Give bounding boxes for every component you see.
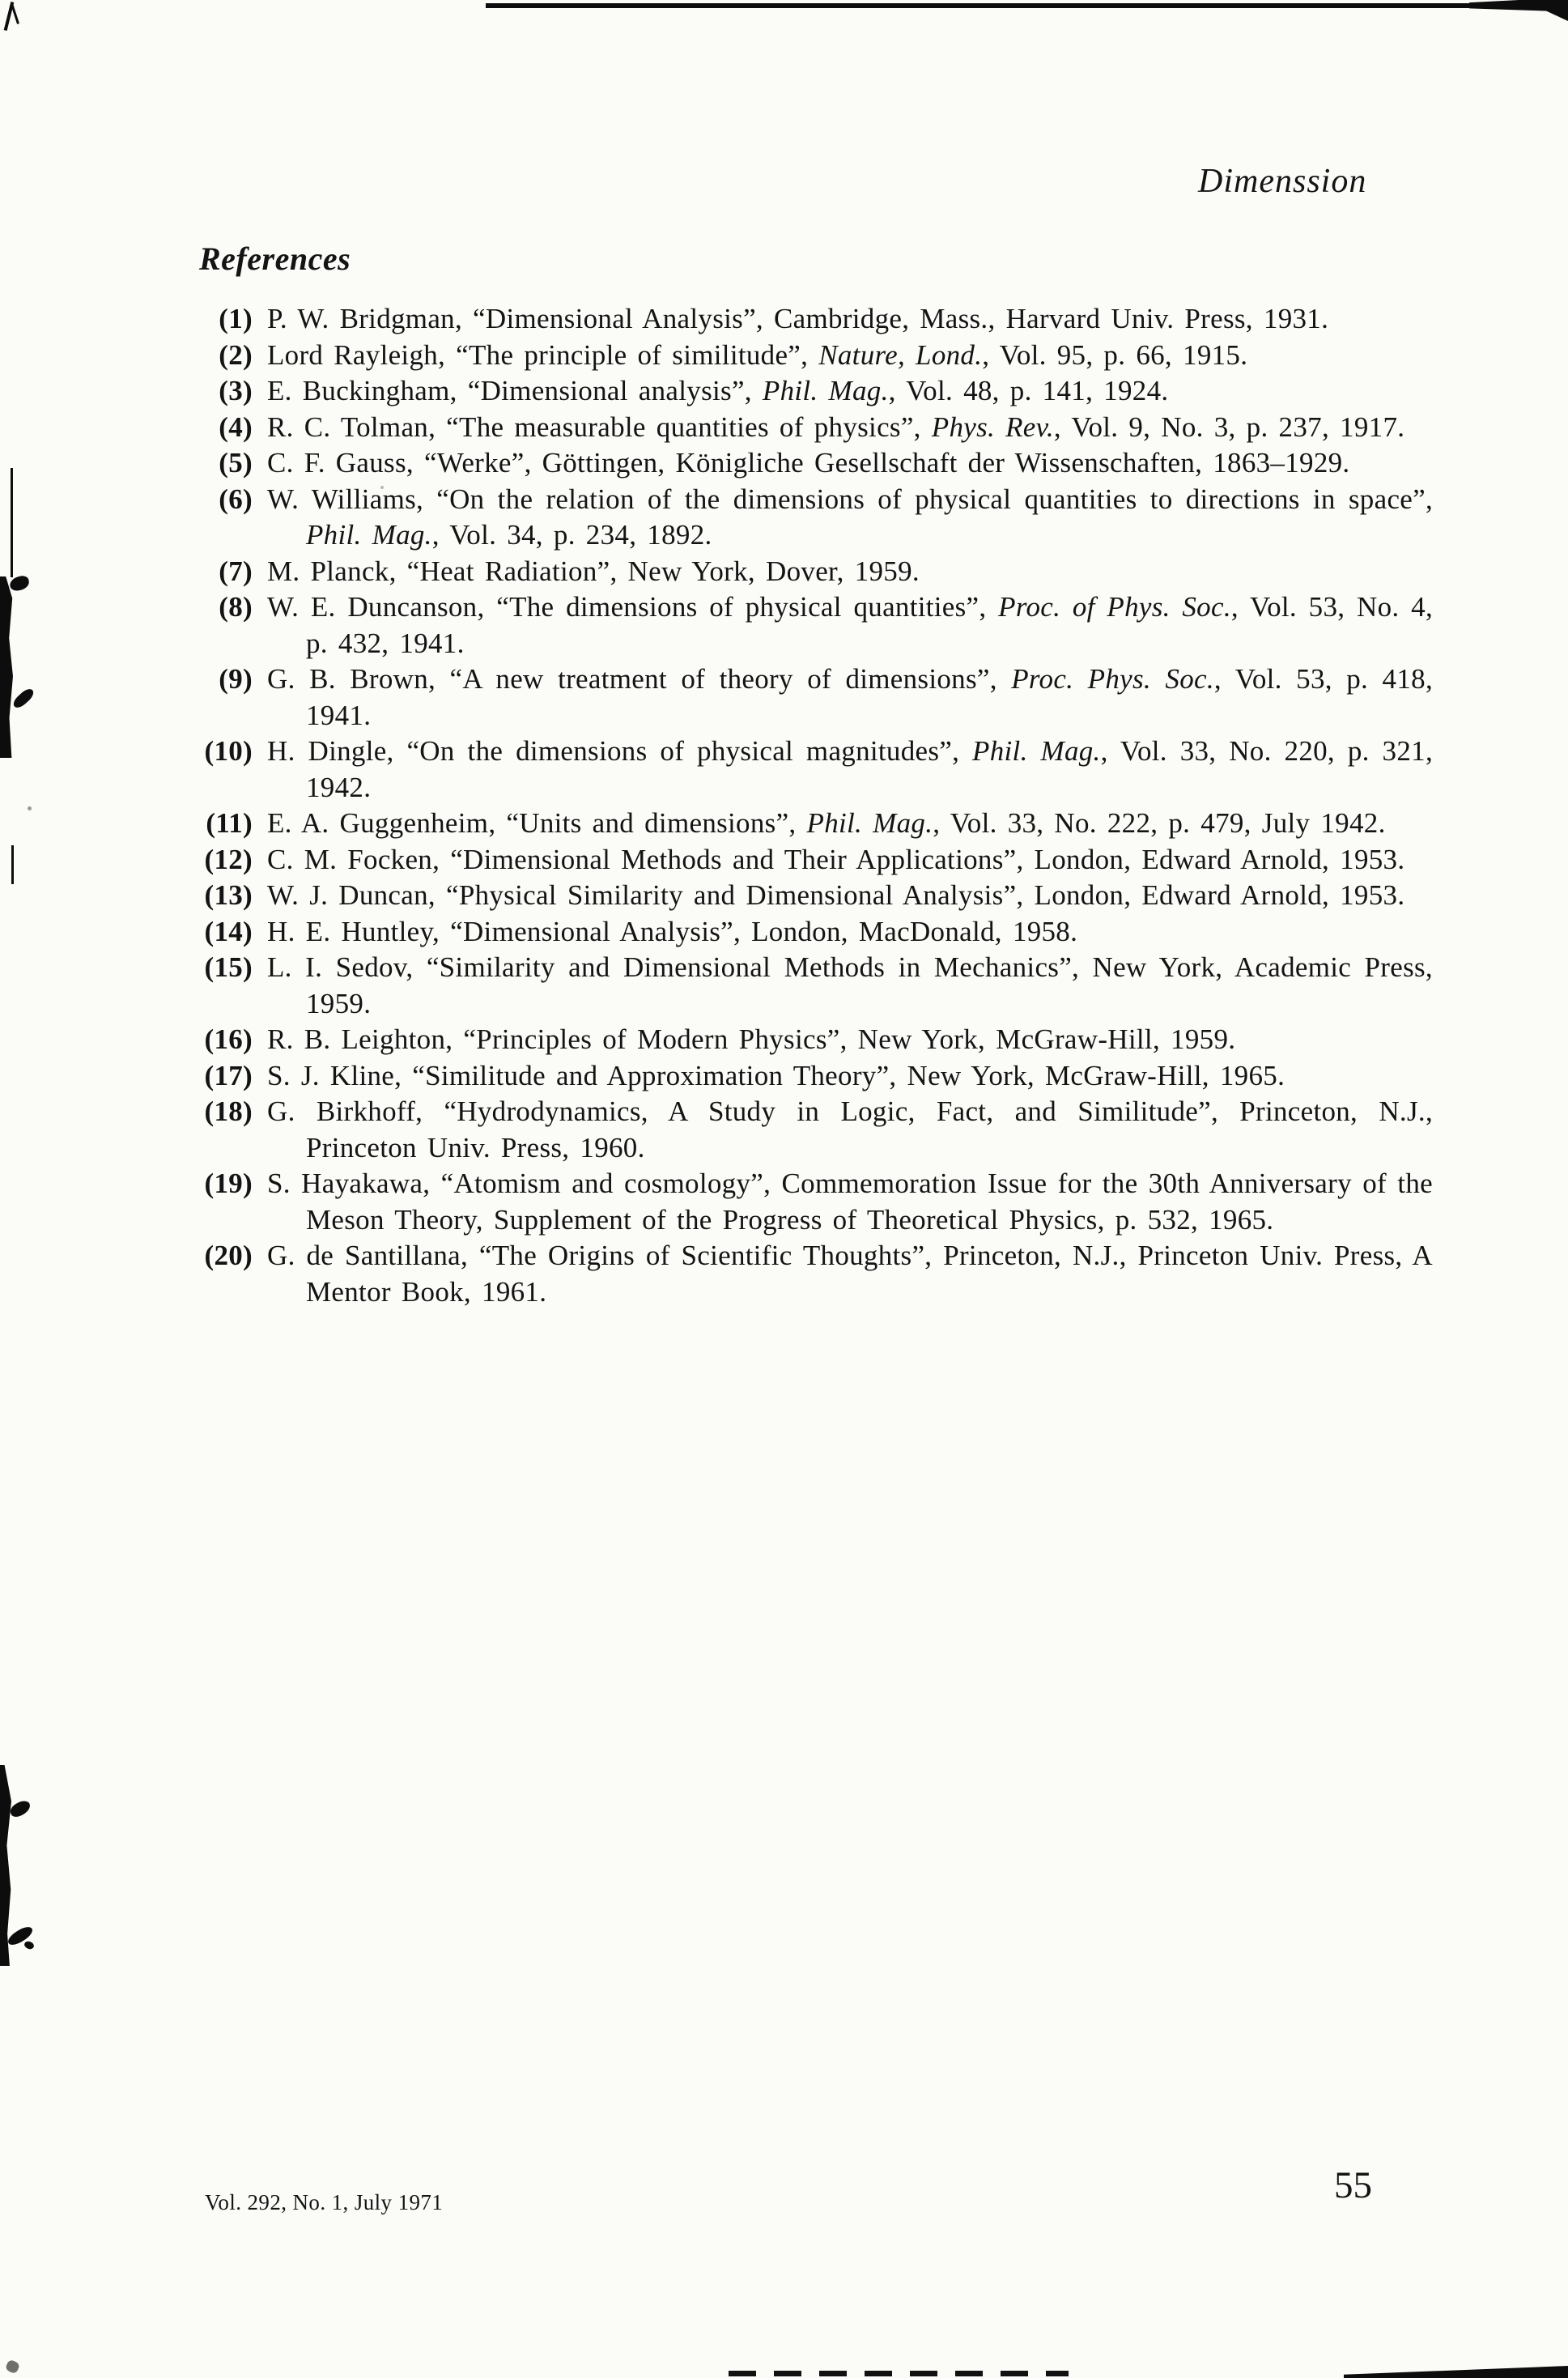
reference-item [0, 338, 1433, 374]
reference-text: G. de Santillana, “The Origins of Scientific Thoughts”, Princeton, N.J., Princeton Univ. Press, A Mentor Book, 1961. [267, 1240, 1433, 1308]
reference-text: W. Williams, “On the relation of the dimensions of physical quantities to directions in space”, Phil. Mag., Vol. 34, p. 234, 1892. [267, 483, 1433, 551]
handwritten-margin-mark-3 [8, 1798, 32, 1819]
reference-number: (2) [219, 338, 253, 371]
reference-item [0, 662, 1433, 734]
reference-number: (1) [219, 303, 253, 334]
scan-bottom-right-corner-shadow [1344, 2366, 1568, 2378]
reference-number: (13) [204, 879, 253, 911]
reference-text: R. B. Leighton, “Principles of Modern Physics”, New York, McGraw-Hill, 1959. [267, 1023, 1236, 1055]
reference-item [0, 554, 1433, 590]
reference-text: R. C. Tolman, “The measurable quantities of physics”, Phys. Rev., Vol. 9, No. 3, p. 237, 1917. [267, 411, 1405, 443]
reference-text: S. J. Kline, “Similitude and Approximation Theory”, New York, McGraw-Hill, 1965. [267, 1059, 1285, 1091]
reference-item [0, 589, 1433, 662]
reference-text: W. J. Duncan, “Physical Similarity and Dimensional Analysis”, London, Edward Arnold, 1953. [267, 879, 1405, 911]
reference-item [0, 1094, 1433, 1166]
reference-item [0, 950, 1433, 1022]
reference-number: (7) [219, 555, 253, 587]
reference-item [0, 1022, 1433, 1058]
reference-item [0, 373, 1433, 410]
reference-text: E. Buckingham, “Dimensional analysis”, Phil. Mag., Vol. 48, p. 141, 1924. [267, 375, 1169, 406]
reference-item [0, 734, 1433, 806]
scan-top-right-corner-shadow [1469, 0, 1568, 21]
reference-number: (10) [204, 735, 253, 767]
handwritten-margin-mark-5 [23, 1940, 35, 1950]
reference-number: (11) [206, 807, 253, 839]
reference-number: (18) [204, 1095, 253, 1127]
reference-number: (3) [219, 375, 253, 406]
scan-top-edge-line [486, 3, 1568, 8]
reference-number: (12) [204, 843, 253, 875]
reference-list [0, 301, 1433, 1310]
references-heading: References [199, 240, 351, 277]
reference-text: H. E. Huntley, “Dimensional Analysis”, London, MacDonald, 1958. [267, 915, 1078, 947]
reference-item [0, 1166, 1433, 1238]
footer-volume-line: Vol. 292, No. 1, July 1971 [205, 2190, 444, 2214]
scan-bottom-edge-dashes [729, 2371, 1069, 2376]
reference-text: Lord Rayleigh, “The principle of similitude”, Nature, Lond., Vol. 95, p. 66, 1915. [267, 338, 1248, 371]
reference-number: (19) [204, 1168, 253, 1199]
reference-text: C. F. Gauss, “Werke”, Göttingen, Königliche Gesellschaft der Wissenschaften, 1863–1929. [267, 447, 1350, 479]
reference-item [0, 878, 1433, 914]
scan-top-left-mark-2 [11, 3, 19, 24]
reference-number: (6) [219, 483, 253, 515]
reference-item [0, 445, 1433, 482]
reference-item [0, 914, 1433, 951]
reference-text: G. B. Brown, “A new treatment of theory of dimensions”, Proc. Phys. Soc., Vol. 53, p. 418, 1941. [267, 663, 1433, 731]
reference-item [0, 301, 1433, 338]
reference-number: (4) [219, 411, 253, 443]
reference-item [0, 842, 1433, 878]
reference-text: S. Hayakawa, “Atomism and cosmology”, Commemoration Issue for the 30th Anniversary of the Meson Theory, Supplement of the Progress of Theoretical Physics, p. 532, 1965. [267, 1168, 1433, 1236]
reference-number: (16) [204, 1023, 253, 1055]
reference-number: (17) [204, 1059, 253, 1091]
reference-item [0, 482, 1433, 554]
reference-text: H. Dingle, “On the dimensions of physical magnitudes”, Phil. Mag., Vol. 33, No. 220, p. 321, 1942. [267, 735, 1434, 803]
reference-text: L. I. Sedov, “Similarity and Dimensional Methods in Mechanics”, New York, Academic Press, 1959. [267, 951, 1433, 1019]
reference-text: P. W. Bridgman, “Dimensional Analysis”, Cambridge, Mass., Harvard Univ. Press, 1931. [267, 303, 1329, 334]
reference-text: C. M. Focken, “Dimensional Methods and Their Applications”, London, Edward Arnold, 1953. [267, 843, 1405, 875]
reference-number: (9) [219, 663, 253, 695]
reference-item [0, 410, 1433, 446]
reference-text: M. Planck, “Heat Radiation”, New York, Dover, 1959. [267, 555, 920, 587]
reference-text: G. Birkhoff, “Hydrodynamics, A Study in Logic, Fact, and Similitude”, Princeton, N.J., Princeton Univ. Press, 1960. [267, 1095, 1433, 1163]
page-number: 55 [1334, 2164, 1372, 2206]
reference-number: (20) [204, 1240, 253, 1271]
reference-number: (14) [204, 915, 253, 947]
reference-number: (5) [219, 447, 253, 479]
running-head: Dimenssion [1198, 163, 1367, 200]
reference-item [0, 1058, 1433, 1095]
reference-item [0, 806, 1433, 842]
reference-number: (8) [219, 591, 253, 623]
reference-item [0, 1238, 1433, 1310]
scan-bottom-left-speck [5, 2359, 21, 2374]
reference-text: E. A. Guggenheim, “Units and dimensions”, Phil. Mag., Vol. 33, No. 222, p. 479, July 1942. [267, 807, 1386, 839]
reference-text: W. E. Duncanson, “The dimensions of physical quantities”, Proc. of Phys. Soc., Vol. 53, No. 4, p. 432, 1941. [267, 591, 1433, 659]
reference-number: (15) [204, 951, 253, 983]
